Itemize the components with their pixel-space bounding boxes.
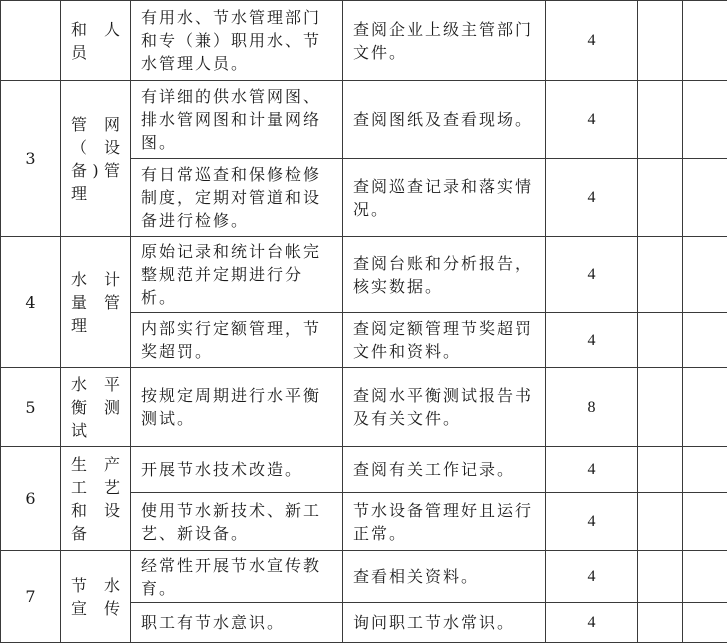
blank-cell [683, 313, 727, 368]
score-cell: 4 [546, 159, 638, 237]
score-cell: 4 [546, 551, 638, 603]
method-cell: 查阅有关工作记录。 [343, 447, 546, 493]
blank-cell [638, 1, 683, 81]
row-number-cell: 7 [1, 551, 61, 643]
requirement-cell: 按规定周期进行水平衡测试。 [131, 368, 343, 447]
blank-cell [638, 159, 683, 237]
item-cell: 管网（设备)管理 [61, 81, 131, 237]
method-cell: 询问职工节水常识。 [343, 603, 546, 643]
row-number-cell [1, 1, 61, 81]
blank-cell [683, 551, 727, 603]
table-row [1, 551, 727, 603]
method-cell: 查看相关资料。 [343, 551, 546, 603]
score-cell: 4 [546, 447, 638, 493]
score-cell: 4 [546, 603, 638, 643]
blank-cell [638, 368, 683, 447]
row-number-cell: 4 [1, 237, 61, 368]
blank-cell [683, 447, 727, 493]
score-cell: 4 [546, 313, 638, 368]
blank-cell [638, 313, 683, 368]
requirement-cell: 有用水、节水管理部门和专（兼）职用水、节水管理人员。 [131, 1, 343, 81]
requirement-cell: 内部实行定额管理，节奖超罚。 [131, 313, 343, 368]
requirement-cell: 使用节水新技术、新工艺、新设备。 [131, 493, 343, 551]
blank-cell [683, 1, 727, 81]
method-cell: 节水设备管理好且运行正常。 [343, 493, 546, 551]
table-row [1, 368, 727, 447]
row-number-cell: 6 [1, 447, 61, 551]
item-cell: 生产工艺和设备 [61, 447, 131, 551]
requirement-cell: 职工有节水意识。 [131, 603, 343, 643]
method-cell: 查阅图纸及查看现场。 [343, 81, 546, 159]
blank-cell [683, 81, 727, 159]
blank-cell [683, 493, 727, 551]
row-number-cell: 5 [1, 368, 61, 447]
method-cell: 查阅巡查记录和落实情况。 [343, 159, 546, 237]
method-cell: 查阅水平衡测试报告书及有关文件。 [343, 368, 546, 447]
blank-cell [638, 237, 683, 313]
table-row [1, 237, 727, 313]
method-cell: 查阅企业上级主管部门文件。 [343, 1, 546, 81]
method-cell: 查阅定额管理节奖超罚文件和资料。 [343, 313, 546, 368]
item-cell: 水计量管理 [61, 237, 131, 368]
blank-cell [683, 237, 727, 313]
blank-cell [638, 493, 683, 551]
method-cell: 查阅台账和分析报告，核实数据。 [343, 237, 546, 313]
blank-cell [683, 368, 727, 447]
requirement-cell: 有详细的供水管网图、排水管网图和计量网络图。 [131, 81, 343, 159]
blank-cell [638, 81, 683, 159]
score-cell: 8 [546, 368, 638, 447]
item-cell: 和人员 [61, 1, 131, 81]
table-row [1, 81, 727, 159]
requirement-cell: 原始记录和统计台帐完整规范并定期进行分析。 [131, 237, 343, 313]
table-row [1, 447, 727, 493]
requirement-cell: 经常性开展节水宣传教育。 [131, 551, 343, 603]
blank-cell [638, 551, 683, 603]
table-row [1, 1, 727, 81]
score-cell: 4 [546, 1, 638, 81]
row-number-cell: 3 [1, 81, 61, 237]
item-cell: 节水宣传 [61, 551, 131, 643]
score-cell: 4 [546, 237, 638, 313]
blank-cell [683, 159, 727, 237]
requirement-cell: 有日常巡查和保修检修制度，定期对管道和设备进行检修。 [131, 159, 343, 237]
score-cell: 4 [546, 493, 638, 551]
item-cell: 水平衡测试 [61, 368, 131, 447]
blank-cell [638, 447, 683, 493]
requirement-cell: 开展节水技术改造。 [131, 447, 343, 493]
score-cell: 4 [546, 81, 638, 159]
